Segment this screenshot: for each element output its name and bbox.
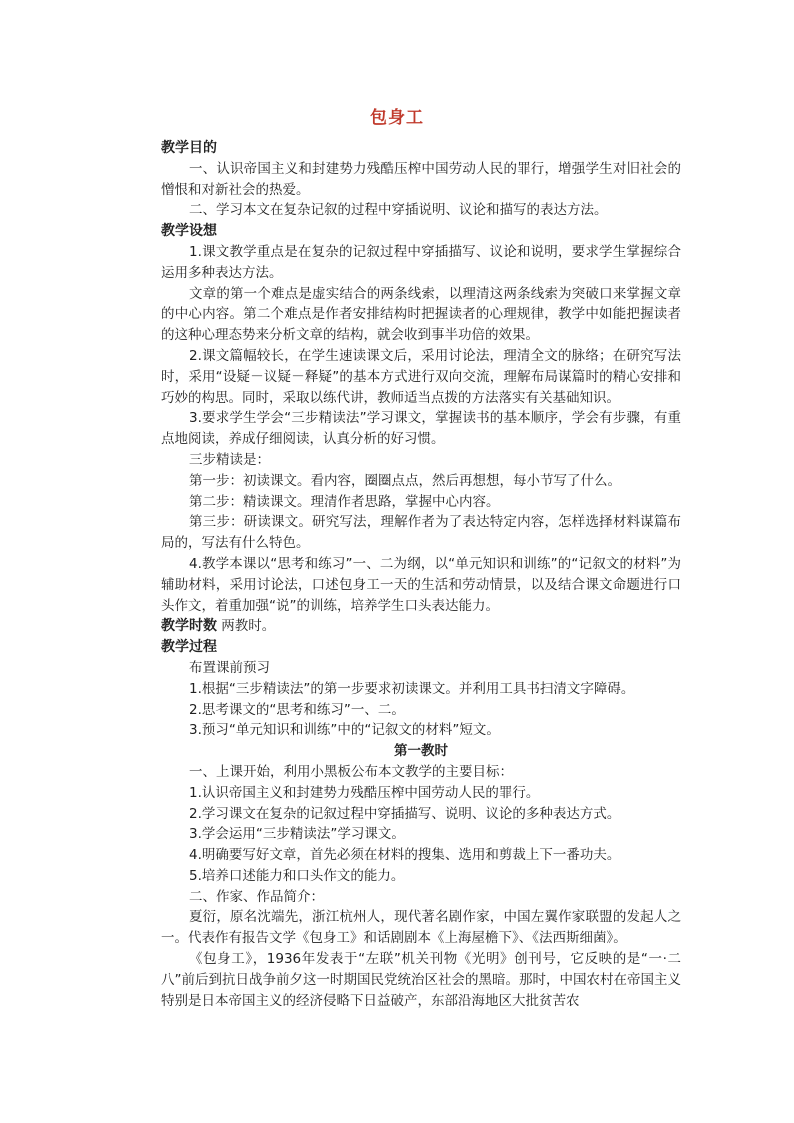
lesson1-item: 3.学会运用“三步精读法”学习课文。 — [189, 826, 405, 843]
hours-line — [161, 616, 681, 637]
design-paragraph: 文章的第一个难点是虚实结合的两条线索，以理清这两条线索为突破口来掌握文章的中心内容。第二个难点是作者安排结构时把握读者的心理规律，教学中如能把握读者的这种心理态势来分析文章的结构，就会收到事半功倍的效果。 — [161, 285, 681, 344]
hours-heading: 教学时数 — [161, 618, 217, 635]
hours-value: 两教时。 — [221, 618, 276, 635]
document-body — [161, 138, 681, 1011]
aims-heading: 教学目的 — [161, 140, 217, 156]
lesson1-item: 2.学习课文在复杂的记叙过程中穿插描写、说明、议论的多种表达方式。 — [189, 805, 621, 822]
design-paragraph: 3.要求学生学会“三步精读法”学习课文，掌握读书的基本顺序，学会有步骤，有重点地阅读，养成仔细阅读，认真分析的好习惯。 — [161, 410, 681, 448]
lesson1-item: 一、上课开始，利用小黑板公布本文教学的主要目标： — [189, 763, 513, 780]
design-paragraph: 第一步：初读课文。看内容，圈圈点点，然后再想想，每小节写了什么。 — [189, 472, 621, 489]
design-paragraph: 1.课文教学重点是在复杂的记叙过程中穿插描写、议论和说明，要求学生掌握综合运用多种表达方法。 — [161, 243, 681, 281]
preview-item: 3.预习“单元知识和训练”中的“记叙文的材料”短文。 — [189, 722, 500, 739]
process-heading: 教学过程 — [161, 639, 217, 656]
design-heading: 教学设想 — [161, 223, 217, 240]
design-paragraph: 第二步：精读课文。理清作者思路，掌握中心内容。 — [189, 493, 500, 510]
lesson1-item: 4.明确要写好文章，首先必须在材料的搜集、选用和剪裁上下一番功夫。 — [189, 847, 621, 864]
lesson1-item: 1.认识帝国主义和封建势力残酷压榨中国劳动人民的罪行。 — [189, 784, 540, 801]
aims-item: 二、学习本文在复杂记叙的过程中穿插说明、议论和描写的表达方法。 — [189, 202, 608, 219]
work-paragraph: 《包身工》，1936年发表于“左联”机关刊物《光明》创刊号，它反映的是“一·二八”前后到抗日战争前夕这一时期国民党统治区社会的黑暗。那时，中国农村在帝国主义特别是日本帝国主义的经济侵略下日益破产，东部沿海地区大批贫苦农 — [161, 951, 681, 1009]
lesson1-heading: 第一教时 — [394, 743, 448, 760]
aims-item: 一、认识帝国主义和封建势力残酷压榨中国劳动人民的罪行，增强学生对旧社会的憎恨和对新社会的热爱。 — [161, 160, 681, 198]
design-paragraph: 4.教学本课以“思考和练习”一、二为纲，以“单元知识和训练”的“记叙文的材料”为辅助材料，采用讨论法，口述包身工一天的生活和劳动情景，以及结合课文命题进行口头作文，着重加强“说”的训练，培养学生口头表达能力。 — [161, 555, 681, 614]
lesson1-item: 5.培养口述能力和口头作文的能力。 — [189, 867, 405, 884]
design-paragraph: 2.课文篇幅较长，在学生速读课文后，采用讨论法，理清全文的脉络；在研究写法时，采用“设疑－议疑－释疑”的基本方式进行双向交流，理解布局谋篇时的精心安排和巧妙的构思。同时，采取以练代讲，教师适当点拨的方法落实有关基础知识。 — [161, 347, 681, 406]
lesson1-item: 二、作家、作品简介： — [189, 888, 324, 905]
document-title: 包身工 — [370, 108, 424, 128]
design-paragraph: 三步精读是： — [189, 451, 270, 468]
preview-item: 2.思考课文的“思考和练习”一、二。 — [189, 701, 405, 718]
preview-item: 布置课前预习 — [189, 659, 270, 676]
design-paragraph: 第三步：研读课文。研究写法，理解作者为了表达特定内容，怎样选择材料谋篇布局的，写法有什么特色。 — [161, 514, 681, 552]
author-paragraph: 夏衍，原名沈端先，浙江杭州人，现代著名剧作家，中国左翼作家联盟的发起人之一。代表作有报告文学《包身工》和话剧剧本《上海屋檐下》、《法西斯细菌》。 — [161, 909, 681, 947]
preview-item: 1.根据“三步精读法”的第一步要求初读课文。并利用工具书扫清文字障碍。 — [189, 680, 635, 697]
